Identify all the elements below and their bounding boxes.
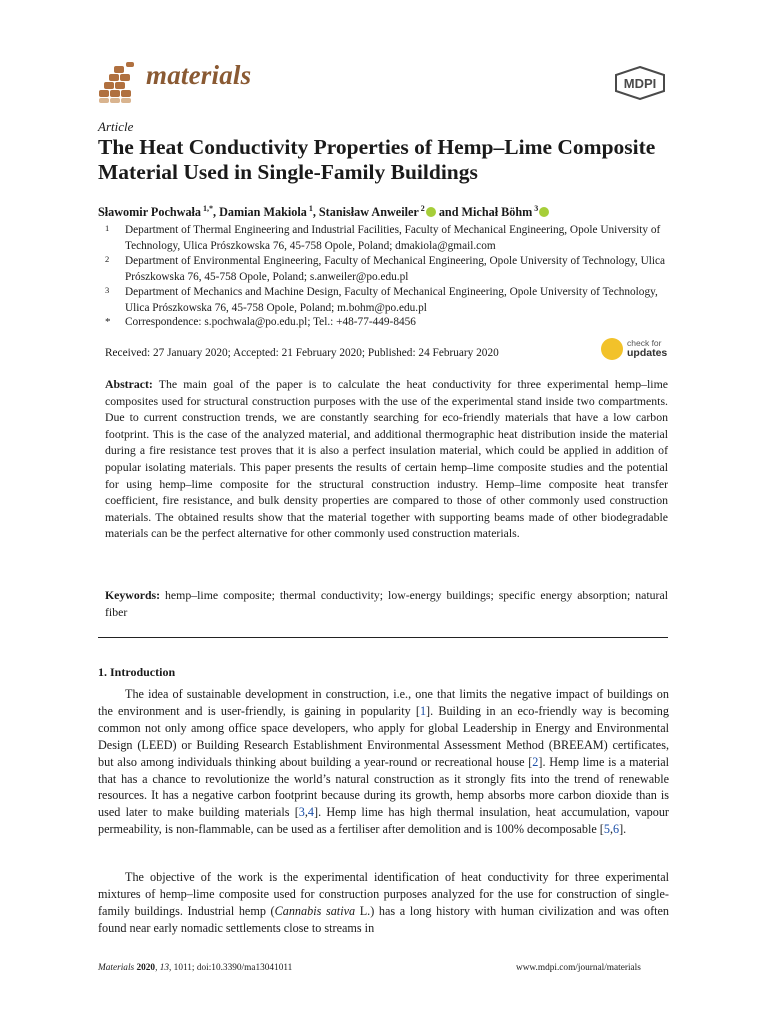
abstract bbox=[105, 376, 668, 542]
article-type: Article bbox=[98, 119, 134, 134]
citation-link[interactable]: 4 bbox=[307, 805, 315, 820]
author-sup: 1 bbox=[308, 204, 313, 213]
citation-link[interactable]: 5 bbox=[603, 822, 610, 837]
orcid-icon[interactable] bbox=[426, 207, 436, 217]
abstract-label: Abstract: bbox=[105, 377, 153, 391]
author-name: Michał Böhm bbox=[461, 205, 533, 220]
correspondence bbox=[105, 315, 675, 331]
check-updates-line2: updates bbox=[627, 347, 668, 359]
author-name: Damian Makiola bbox=[219, 205, 307, 220]
paragraph-text: ]. Hemp lime is a material that has a chance to revolutionize the world’s natural construction as it strongly fits into the trend of renewable resources. It has a negative carbon footprint because during its growth, hemp absorbs more carbon dioxide than is used later to make building materials [ bbox=[98, 754, 670, 820]
paragraph-text: ]. bbox=[619, 822, 627, 837]
affiliation-number: * bbox=[105, 316, 111, 328]
check-updates-icon bbox=[601, 338, 623, 360]
paragraph-text: ]. Hemp lime has high thermal insulation, heat accumulation, vapour permeability, is non-flammable, can be used as a fertiliser after demolition and is 100% decomposable [ bbox=[98, 805, 669, 837]
keywords-text: hemp–lime composite; thermal conductivity; low-energy buildings; specific energy absorption; natural fiber bbox=[105, 588, 669, 619]
footer-url[interactable]: www.mdpi.com/journal/materials bbox=[516, 963, 641, 973]
author-sup: 2 bbox=[420, 204, 425, 213]
affiliation-3 bbox=[105, 285, 675, 316]
body-paragraph bbox=[98, 869, 669, 937]
keywords-label: Keywords: bbox=[105, 588, 161, 602]
citation-separator: , bbox=[304, 805, 308, 820]
publication-dates: Received: 27 January 2020; Accepted: 21 February 2020; Published: 24 February 2020 bbox=[105, 347, 499, 359]
author-name: Sławomir Pochwała bbox=[98, 205, 202, 220]
affiliation-text: Department of Environmental Engineering, Faculty of Mechanical Engineering, Opole University of Technology, Ulica Prószkowska 76, 45-758 Opole, Poland; s.anweiler@po.edu.pl bbox=[125, 255, 666, 283]
journal-name[interactable]: materials bbox=[146, 60, 252, 90]
author-sup: 1,* bbox=[203, 204, 214, 213]
affiliation-text: Department of Thermal Engineering and Industrial Facilities, Faculty of Mechanical Engineering, Opole University of Technology, Ulica Prószkowska 76, 45-758 Opole, Poland; dmakiola@gmail.com bbox=[125, 224, 661, 252]
citation-link[interactable]: 2 bbox=[532, 754, 539, 769]
footer-doi: , 1011; doi:10.3390/ma13041011 bbox=[169, 963, 293, 973]
publisher-label: MDPI bbox=[623, 76, 657, 91]
footer-citation: Materials 2020, 13, 1011; doi:10.3390/ma13041011 bbox=[98, 963, 293, 973]
affiliation-2 bbox=[105, 254, 675, 285]
affiliation-text: Department of Mechanics and Machine Design, Faculty of Mechanical Engineering, Opole University of Technology, Ulica Prószkowska 76, 45-758 Opole, Poland; m.bohm@po.edu.pl bbox=[125, 286, 658, 314]
paragraph-text: The idea of sustainable development in construction, i.e., one that limits the negative impact of buildings on the environment and is user-friendly, is gaining in popularity [ bbox=[98, 687, 669, 718]
body-paragraph bbox=[98, 686, 669, 838]
keywords bbox=[105, 587, 668, 620]
citation-link[interactable]: 6 bbox=[612, 822, 620, 837]
affiliation-text: Correspondence: s.pochwala@po.edu.pl; Tel.: +48-77-449-8456 bbox=[125, 316, 416, 328]
author-list: Sławomir Pochwała $^{1,*}$, Damian Makiola $^1$, Stanisław Anweiler $^2$ and Michał Böhm $^3$ bbox=[98, 204, 698, 220]
abstract-text: The main goal of the paper is to calculate the heat conductivity for three experimental hemp–lime composites used for structural construction purposes with the use of the experimental stand inside two compartments. Due to current construction trends, we are constantly searching for eco-friendly materials that have a low carbon footprint. This is the case of the analyzed material, and additional thermographic heat distribution inside the material during a fire resistance test proves that it is also a perfect insulation material, which could be applied in addition of popular isolating materials. This paper presents the results of certain hemp–lime composite studies and the potential for using hemp–lime composite for the structural construction industry. Hemp–lime composite heat transfer coefficient, fire resistance, and bulk density properties are compared to those of other commonly used construction materials. The obtained results show that the material together with supporting beams made of other biodegradable materials can be the perfect alternative for other commonly used construction materials. bbox=[105, 377, 668, 541]
species-name: Cannabis sativa bbox=[274, 903, 356, 918]
citation-link[interactable]: 3 bbox=[298, 805, 305, 820]
citation-separator: , bbox=[609, 822, 613, 837]
citation-link[interactable]: 1 bbox=[419, 703, 427, 718]
section-divider bbox=[98, 637, 668, 638]
mdpi-logo-icon[interactable] bbox=[612, 66, 668, 100]
affiliation-number: 1 bbox=[105, 223, 110, 233]
affiliation-number: 2 bbox=[105, 254, 110, 264]
paper-title: The Heat Conductivity Properties of Hemp–Lime Composite Material Used in Single-Family Buildings bbox=[98, 135, 656, 184]
footer-journal: Materials bbox=[98, 963, 135, 973]
orcid-icon[interactable] bbox=[539, 207, 549, 217]
footer-volume: 13 bbox=[159, 963, 170, 973]
paragraph-text: ]. Building in an eco-friendly way is becoming common not only among office space developers, who apply for global Leadership in Energy and Environmental Design (LEED) or Building Research Establishment Environmental Assessment Method (BREEAM) certificates, but also among individuals thinking about building a year-round or recreational house [ bbox=[98, 703, 669, 769]
author-name: Stanisław Anweiler bbox=[318, 205, 419, 220]
journal-logo-icon bbox=[98, 58, 140, 104]
affiliation-number: 3 bbox=[105, 285, 110, 295]
paragraph-text: The objective of the work is the experimental identification of heat conductivity for three experimental mixtures of hemp–lime composite used for construction purposes analyzed for the use for construction of single-family buildings. Industrial hemp ( bbox=[98, 870, 669, 918]
paragraph-text: L.) has a long history with human civilization and was often found near early nomadic settlements close to streams in bbox=[98, 903, 670, 935]
affiliation-1 bbox=[105, 223, 675, 254]
section-heading: 1. Introduction bbox=[98, 665, 176, 679]
check-for-updates-button[interactable] bbox=[601, 337, 673, 363]
footer-year: 2020 bbox=[136, 963, 156, 973]
check-updates-line1: check for bbox=[627, 338, 662, 348]
author-sup: 3 bbox=[534, 204, 539, 213]
